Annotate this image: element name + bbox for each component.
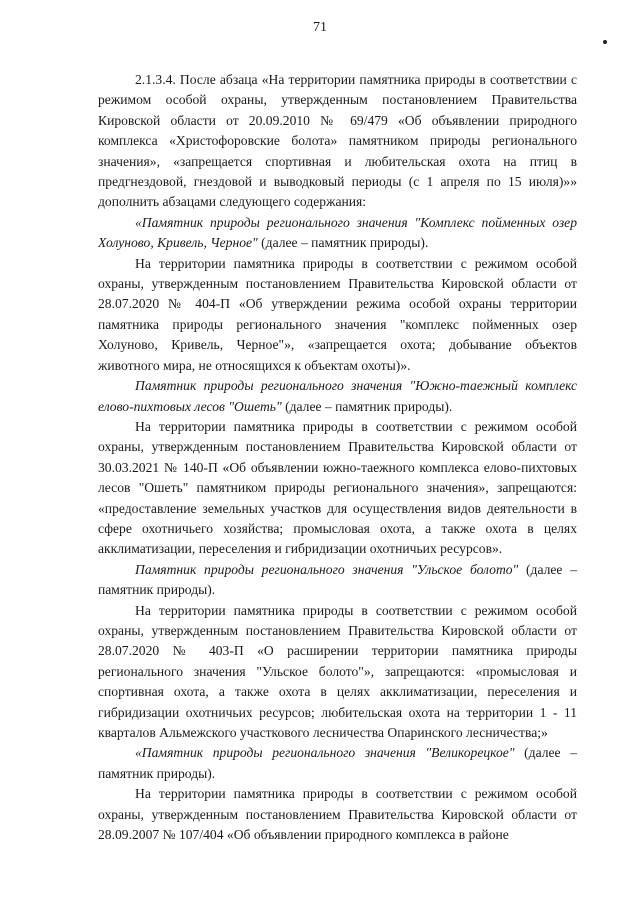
heading-italic-ulskoe: Памятник природы регионального значения "Ульское болото": [135, 561, 519, 577]
paragraph-heading-kholunovo: [98, 213, 577, 254]
heading-rest-velikoretskoe: (далее – памятник природы).: [98, 745, 577, 781]
paragraph-heading-oshet: [98, 376, 577, 417]
page-number: 71: [313, 20, 327, 35]
heading-rest-ulskoe: (далее – памятник природы).: [98, 561, 577, 598]
heading-italic-oshet: Памятник природы регионального значения "Южно-таежный комплекс елово-пихтовых лесов "Ошеть": [98, 378, 577, 414]
paragraph-amendment-intro: 2.1.3.4. После абзаца «На территории памятника природы в соответствии с режимом особой охраны, утвержденным постановлением Правительства Кировской области от 20.09.2010 № 69/479 «Об объявлении природного комплекса «Христофоровские болота» памятником природы регионального значения», «запрещается спортивная и любительская охота на птиц в предгнездовой, гнездовой и выводковый периоды (с 1 апреля по 15 июля)»» дополнить абзацами следующего содержания:: [98, 72, 577, 210]
paragraph-regime-ulskoe: На территории памятника природы в соответствии с режимом особой охраны, утвержденным постановлением Правительства Кировской области от 28.07.2020 № 403-П «О расширении территории памятника природы регионального значения "Ульское болото"», запрещаются: «промысловая и спортивная охота, а также охота в целях акклиматизации, переселения и гибридизации охотничьих ресурсов; любительская охота на территории 1 - 11 кварталов Альмежского участкового лесничества Опаринского лесничества;»: [98, 602, 577, 740]
heading-italic-kholunovo: «Памятник природы регионального значения "Комплекс пойменных озер Холуново, Кривель, Черное": [98, 214, 577, 251]
paragraph-regime-velikoretskoe: На территории памятника природы в соответствии с режимом особой охраны, утвержденным постановлением Правительства Кировской области от 28.09.2007 № 107/404 «Об объявлении природного комплекса в районе: [98, 786, 577, 843]
heading-italic-velikoretskoe: «Памятник природы регионального значения "Великорецкое": [135, 745, 515, 761]
paragraph-regime-oshet: На территории памятника природы в соответствии с режимом особой охраны, утвержденным постановлением Правительства Кировской области от 30.03.2021 № 140-П «Об объявлении южно-таежного комплекса елово-пихтовых лесов "Ошеть" памятником природы регионального значения», запрещаются: «предоставление земельных участков для осуществления видов деятельности в сфере охотничьего хозяйства; промысловая охота, а также охота в целях акклиматизации, переселения и гибридизации охотничьих ресурсов».: [98, 418, 577, 557]
paragraph-heading-ulskoe: [98, 560, 577, 601]
document-body: [98, 70, 577, 845]
corner-mark: [603, 40, 607, 44]
heading-rest-kholunovo: (далее – памятник природы).: [257, 235, 429, 251]
heading-rest-oshet: (далее – памятник природы).: [281, 398, 453, 414]
paragraph-heading-velikoretskoe: [98, 743, 577, 784]
paragraph-regime-kholunovo: На территории памятника природы в соответствии с режимом особой охраны, утвержденным постановлением Правительства Кировской области от 28.07.2020 № 404-П «Об утверждении режима особой охраны территории памятника природы регионального значения "комплекс пойменных озер Холуново, Кривель, Черное"», «запрещается охота; добывание объектов животного мира, не относящихся к объектам охоты)».: [98, 255, 577, 373]
